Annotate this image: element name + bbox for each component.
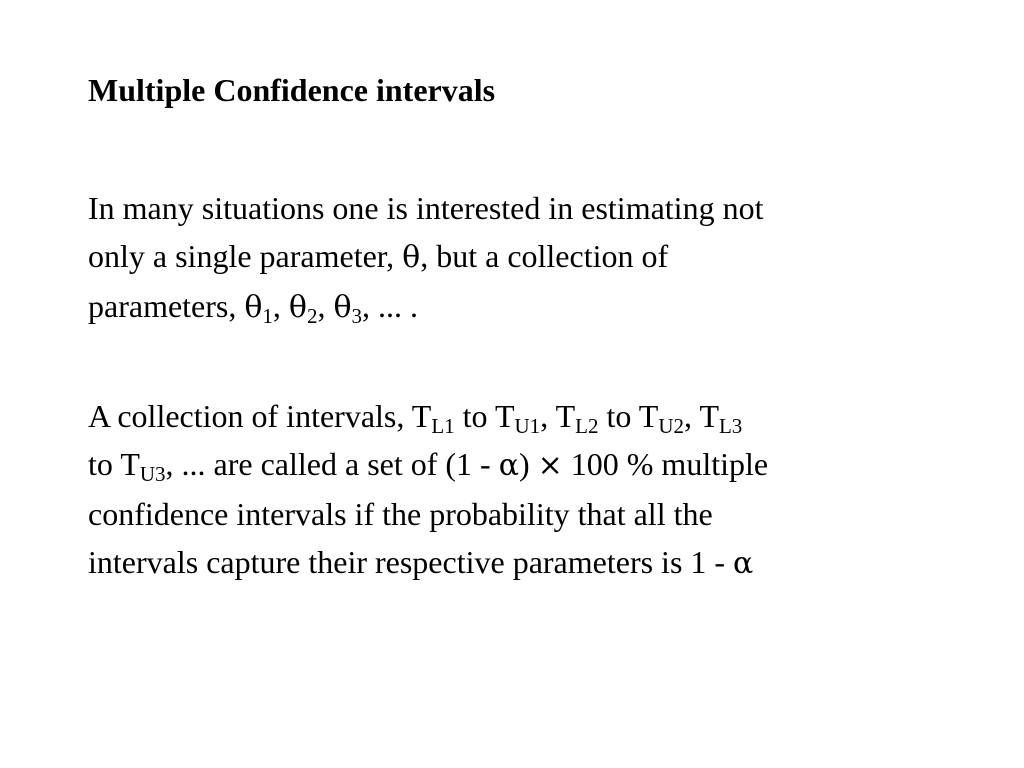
subscript: U2 (658, 414, 685, 438)
subscript: L2 (575, 414, 599, 438)
theta-symbol: θ (402, 240, 421, 275)
paragraph-line: In many situations one is interested in estimating not (88, 190, 764, 226)
subscript: U3 (139, 462, 166, 486)
paragraph-line: A collection of intervals, $T_{L1}$ to $T_{U1}$, $T_{L2}$ to $T_{U2}$, $T_{L3}$ (88, 398, 743, 438)
subscript: L1 (431, 414, 455, 438)
theta-symbol: θ (333, 290, 352, 325)
paragraph-intro (88, 184, 948, 332)
times-symbol: × (537, 448, 563, 483)
subscript: 1 (262, 304, 273, 328)
paragraph-line: intervals capture their respective parameters is 1 - α (88, 544, 754, 581)
subscript: U1 (514, 414, 541, 438)
paragraph-line: to $T_{U3}$, ... are called a set of (1 - α) × 100 % multiple (88, 446, 769, 486)
subscript: 2 (306, 304, 318, 328)
alpha-symbol: α (498, 448, 519, 483)
paragraph-line: only a single parameter, θ, but a collection of (88, 238, 669, 275)
theta-symbol: θ (244, 290, 263, 325)
paragraph-line: confidence intervals if the probability that all the (88, 496, 713, 532)
theta-symbol: θ (288, 290, 307, 325)
subscript: L3 (718, 414, 743, 438)
alpha-symbol: α (733, 546, 754, 581)
paragraph-definition (88, 392, 948, 588)
paragraph-line: parameters, $\theta_1$, $\theta_2$, $\theta_3$, ... . (88, 288, 419, 328)
subscript: 3 (351, 304, 363, 328)
slide-title: Multiple Confidence intervals (88, 72, 496, 108)
